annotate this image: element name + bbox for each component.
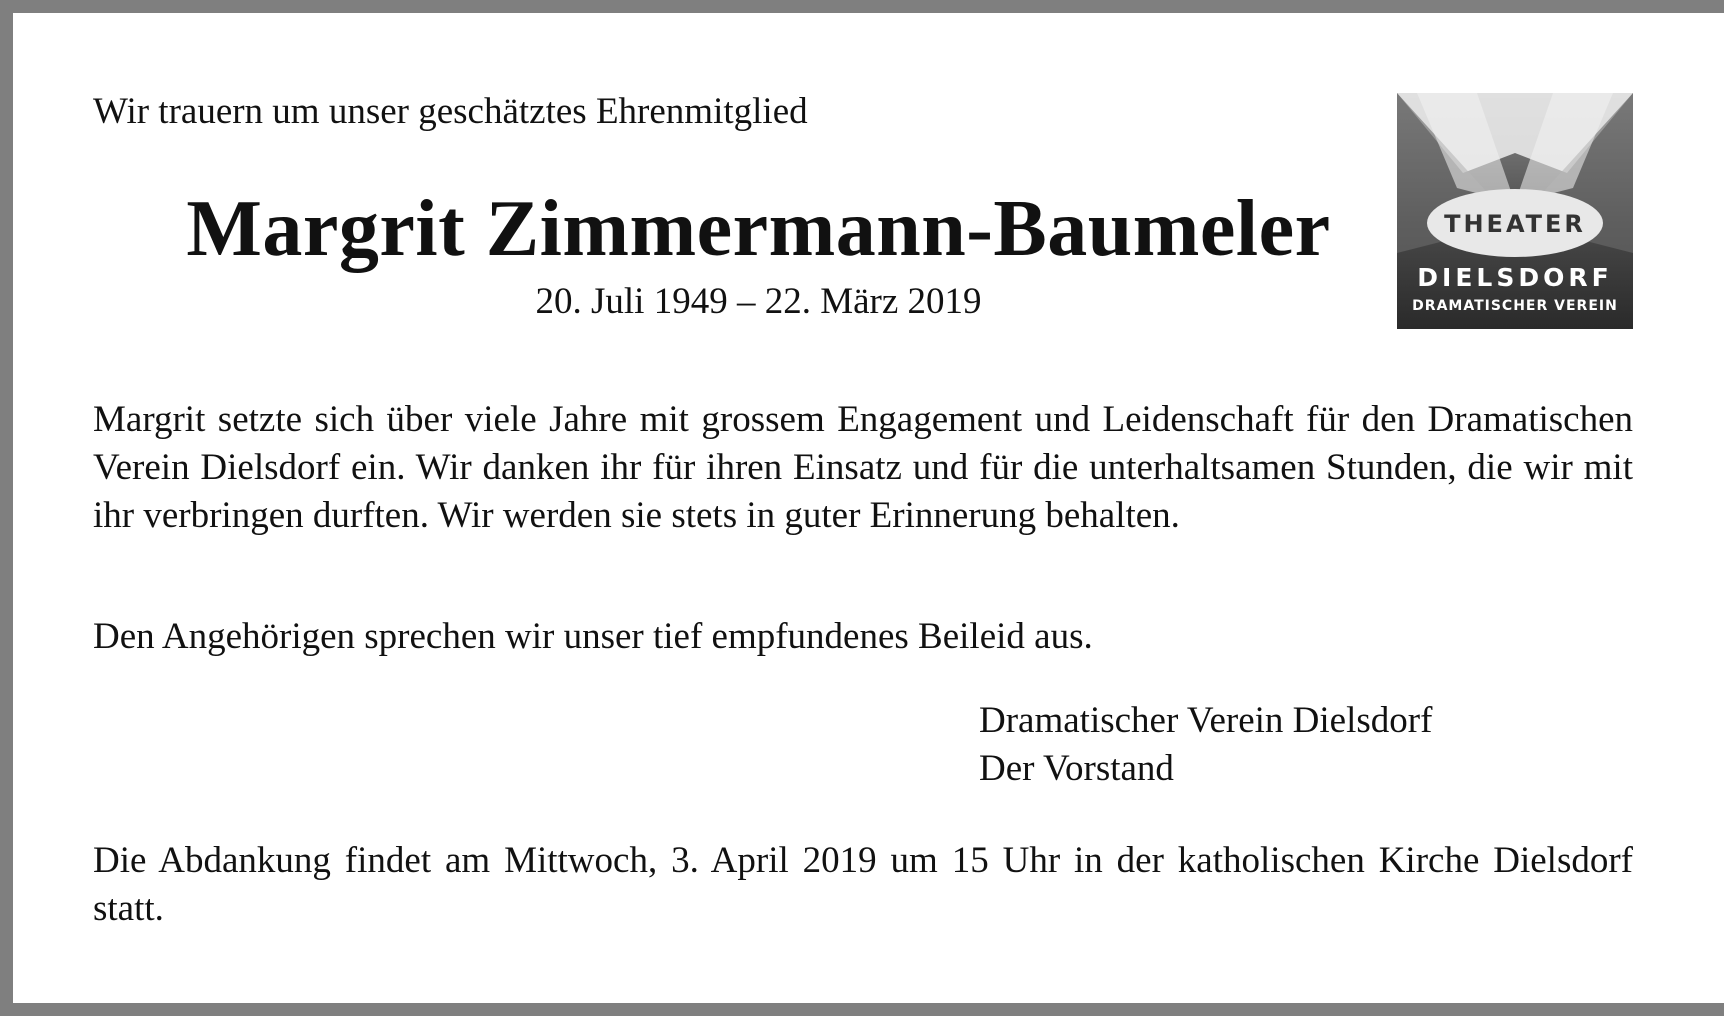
life-dates: 20. Juli 1949 – 22. März 2019 xyxy=(535,281,982,322)
logo-word-dielsdorf: DIELSDORF xyxy=(1417,263,1613,292)
condolence-paragraph: Den Angehörigen sprechen wir unser tief empfundenes Beileid aus. xyxy=(93,616,1093,657)
intro-line: Wir trauern um unser geschätztes Ehrenmitglied xyxy=(93,91,808,132)
tribute-paragraph: Margrit setzte sich über viele Jahre mit grossem Engagement und Leidenschaft für den Dramatischen Verein Dielsdorf ein. Wir danken ihr für ihren Einsatz und für die unterhaltsamen Stunden, die wir mit ihr verbringen durften. Wir werden sie stets in guter Erinnerung behalten. xyxy=(93,399,1633,536)
signature-block xyxy=(979,697,1432,793)
obituary-notice xyxy=(13,13,1724,1003)
logo-word-verein: DRAMATISCHER VEREIN xyxy=(1412,298,1618,314)
signature-organization: Dramatischer Verein Dielsdorf xyxy=(979,700,1433,741)
logo-word-theater: THEATER xyxy=(1444,210,1586,238)
funeral-announcement: Die Abdankung findet am Mittwoch, 3. April 2019 um 15 Uhr in der katholischen Kirche Dielsdorf statt. xyxy=(93,840,1633,929)
theater-dielsdorf-logo xyxy=(1397,93,1633,329)
deceased-name: Margrit Zimmermann-Baumeler xyxy=(186,185,1331,273)
signature-board: Der Vorstand xyxy=(979,748,1174,789)
